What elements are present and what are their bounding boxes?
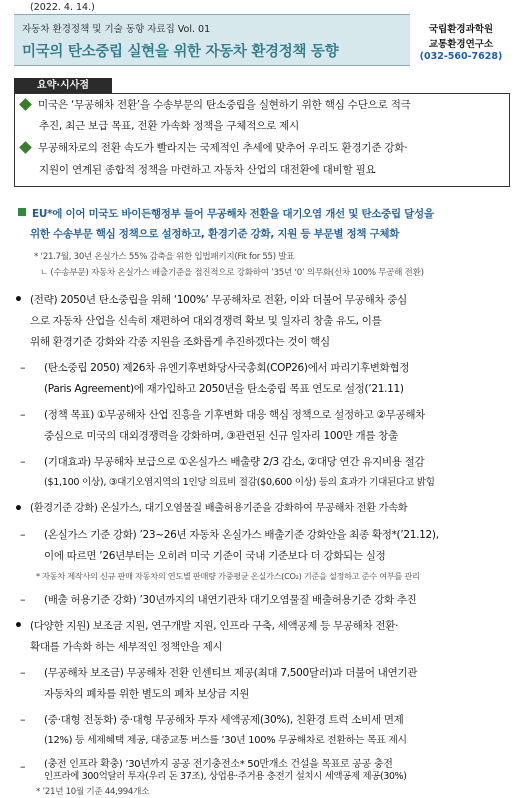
emission-standard-line: (배출 허용기준 강화) ’30년까지의 내연기관차 대기오염물질 배출허용기준 강화 추진 <box>44 594 417 606</box>
expected-effect-line-1: (기대효과) 무공해차 보급으로 ①온실가스 배출량 2/3 감소, ②대당 연간 유지비용 절감 <box>44 456 425 468</box>
support-line-2: 확대를 가속화 하는 세부적인 정책안을 제시 <box>30 641 223 653</box>
ghg-standard-line-1: (온실가스 기준 강화) ’23~26년 자동차 온실가스 배출기준 강화안을 최종 확정*(’21.12), <box>44 529 439 541</box>
footnote-eu: * ‘21.7월, 30년 온실가스 55% 감축을 위한 입법패키지(Fit for 55) 발표 <box>34 252 295 262</box>
strategy-line-1: (전략) 2050년 탄소중립을 위해 ‘100%’ 무공해차로 전환, 이와 더불어 무공해차 중심 <box>30 294 408 306</box>
charging-infra-line-1: (충전 인프라 확충) ’30년까지 공공 전기충전소* 50만개소 건설을 목표로 공공 충전 <box>44 759 393 770</box>
contact-phone: (032-560-7628) <box>419 51 503 62</box>
summary-box <box>14 93 510 187</box>
expected-effect-line-2: ($1,100 이상), ③대기오염지역의 1인당 의료비 절감($0,600 이상) 등의 효과가 기대된다고 밝힘 <box>44 477 435 488</box>
title-banner <box>14 14 410 66</box>
strategy-line-3: 위해 환경기준 강화와 각종 지원을 조화롭게 추진하겠다는 것이 핵심 <box>30 336 330 348</box>
bullet-dot-icon: • <box>14 618 23 634</box>
bullet-dot-icon: • <box>14 292 23 308</box>
policy-goal-line-2: 중심으로 미국의 대외경쟁력을 강화하며, ③관련된 신규 일자리 100만 개를 창출 <box>44 430 398 442</box>
strategy-line-2: 으로 자동차 산업을 신속히 재편하여 대외경쟁력 확보 및 일자리 창출 유도, 이를 <box>30 315 382 327</box>
bullet-dot-icon: • <box>14 501 23 517</box>
report-title: 미국의 탄소중립 실현을 위한 자동차 환경정책 동향 <box>22 44 339 60</box>
summary-tab: 요약·시사점 <box>14 78 112 93</box>
electrification-line-2: (12%) 등 세제혜택 제공, 대중교통 버스를 ’30년 100% 무공해차로 전환하는 목표 제시 <box>44 735 407 746</box>
ghg-standard-line-2: 이에 따르면 ’26년부터는 오히려 미국 기준이 국내 기준보다 더 강화되는 실정 <box>44 550 386 562</box>
dash-icon: – <box>20 713 26 726</box>
footnote-chargers: * ’21년 10월 기준 44,994개소 <box>36 787 150 797</box>
summary-item-1: 미국은 ‘무공해차 전환’을 수송부문의 탄소중립을 실현하기 위한 핵심 수단으로 적극 <box>21 95 411 116</box>
policy-goal-line-1: (정책 목표) ①무공해차 산업 진흥을 기후변화 대응 핵심 정책으로 설정하고 ②무공해차 <box>44 409 426 421</box>
header <box>14 14 510 66</box>
env-standard-heading: (환경기준 강화) 온실가스, 대기오염물질 배출허용기준을 강화하여 무공해차 전환 가속화 <box>30 503 408 514</box>
subsidy-line-2: 자동차의 폐차를 위한 별도의 폐차 보상금 지원 <box>44 688 250 700</box>
carbon-neutral-line-1: (탄소중립 2050) 제26차 유엔기후변화당사국총회(COP26)에서 파리기후변화협정 <box>44 362 410 374</box>
dash-icon: – <box>20 666 26 679</box>
electrification-line-1: (중·대형 전동화) 중·대형 무공해차 투자 세액공제(30%), 친환경 트럭 소비세 면제 <box>44 714 404 726</box>
dash-icon: – <box>20 528 26 541</box>
report-date: (2022. 4. 14.) <box>30 2 95 13</box>
summary-item-2-cont: 지원이 연계된 종합적 정책을 마련하고 자동차 산업의 대전환에 대비할 필요 <box>39 164 376 176</box>
square-bullet-icon <box>18 208 26 216</box>
org-name-1: 국립환경과학원 <box>428 24 494 35</box>
report-subtitle: 자동차 환경정책 및 기술 동향 자료집 Vol. 01 <box>22 24 211 35</box>
dash-icon: – <box>20 593 26 606</box>
summary-item-2: 무공해차로의 전환 속도가 빨라지는 국제적인 추세에 맞추어 우리도 환경기준 강화· <box>21 138 407 159</box>
carbon-neutral-line-2: (Paris Agreement)에 재가입하고 2050년을 탄소중립 목표 연도로 설정(’21.11) <box>44 383 404 395</box>
footnote-eu-transport: ㄴ (수송부문) 자동차 온실가스 배출기준을 점진적으로 강화하여 ’35년 ‘0’ 의무화(신차 100% 무공해 전환) <box>40 268 424 278</box>
dash-icon: – <box>20 361 26 374</box>
charging-infra-line-2: 인프라에 300억달러 투자(우리 돈 37조), 상업용·주거용 충전기 설치시 세액공제 제공(30%) <box>44 771 407 782</box>
dash-icon: – <box>20 408 26 421</box>
org-name-2: 교통환경연구소 <box>428 39 494 50</box>
summary-item-1-cont: 추진, 최근 보급 목표, 전환 가속화 정책을 구체적으로 제시 <box>39 120 300 132</box>
organization-block <box>412 14 510 66</box>
support-line-1: (다양한 지원) 보조금 지원, 연구개발 지원, 인프라 구축, 세액공제 등 무공해차 전환· <box>30 620 399 632</box>
dash-icon: – <box>20 455 26 468</box>
section-heading: EU*에 이어 미국도 바이든행정부 들어 무공해차 전환을 대기오염 개선 및 탄소중립 달성을 위한 수송부문 핵심 정책으로 설정하고, 환경기준 강화, 지원 등 부문별 정책 구체화 <box>18 204 508 244</box>
diamond-bullet-icon <box>19 141 32 154</box>
footnote-ghg: * 자동차 제작사의 신규 판매 자동차의 연도별 판매량 가중평균 온실가스(CO₂) 기준을 설정하고 준수 여부를 관리 <box>36 571 420 581</box>
subsidy-line-1: (무공해차 보조금) 무공해차 전환 인센티브 제공(최대 7,500달러)과 더불어 내연기관 <box>44 667 418 679</box>
dash-icon: – <box>20 760 26 773</box>
diamond-bullet-icon <box>19 98 32 111</box>
